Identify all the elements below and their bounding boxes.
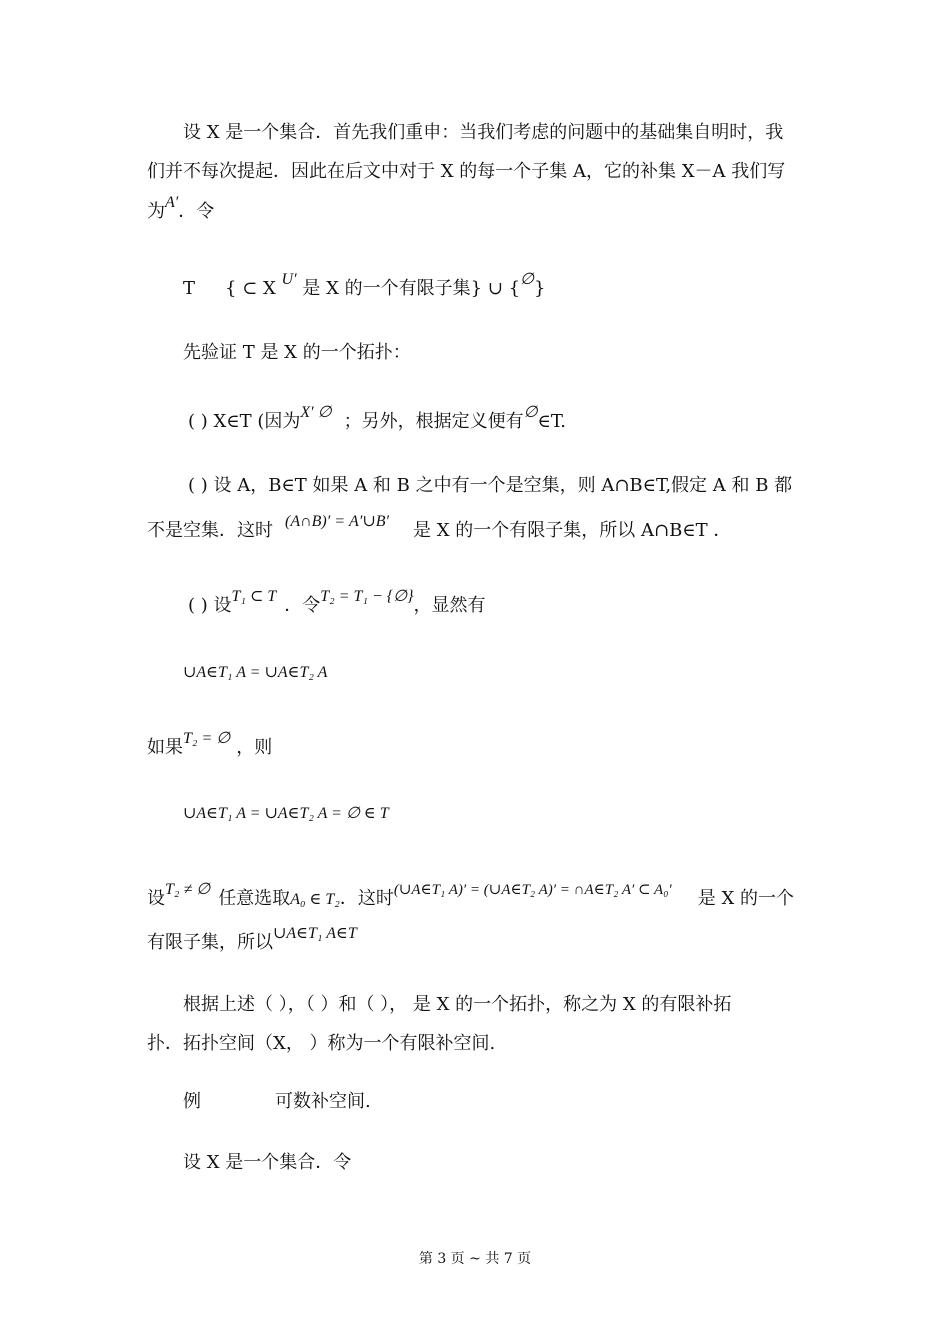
text: ∈T. <box>537 411 566 432</box>
text: ( ) X∈T (因为 <box>188 411 301 432</box>
example-heading <box>183 1090 371 1114</box>
page-footer: 第 3 页 ~ 共 7 页 <box>418 1251 532 1267</box>
paragraph-1-line-3 <box>147 194 215 225</box>
text: ．令 <box>284 595 321 616</box>
text: 是 X 的一个 <box>697 888 794 909</box>
math-t1-subset: T₁ ⊂ T <box>231 588 277 605</box>
math-union-in-t: ∪A∈T₁ A∈T <box>273 925 357 942</box>
math-union-empty: ∪A∈T₁ A = ∪A∈T₂ A = ∅ ∈ T <box>183 805 389 822</box>
math-a-complement: A′ <box>165 194 179 211</box>
text: 不是空集．这时 <box>147 520 273 541</box>
math-union-equality: ∪A∈T₁ A = ∪A∈T₂ A <box>183 664 328 681</box>
verify-line: 先验证 T 是 X 的一个拓扑： <box>183 342 411 363</box>
equation-1 <box>183 660 327 685</box>
text: } <box>533 278 546 299</box>
if-line <box>147 730 273 761</box>
conclusion-line-2: 扑．拓扑空间（X， ）称为一个有限补空间. <box>147 1033 496 1054</box>
suppose-line-1 <box>147 881 794 912</box>
text: T <box>183 278 196 299</box>
example-label: 例 <box>183 1091 201 1112</box>
math-a0-in-t2: A₀ ∈ T₂ <box>290 891 340 908</box>
text: 任意选取 <box>218 888 291 909</box>
suppose-line-2 <box>147 925 357 956</box>
last-line: 设 X 是一个集合．令 <box>183 1152 352 1173</box>
text: 设 <box>147 888 165 909</box>
text: ．令 <box>178 201 215 222</box>
item-1 <box>188 404 566 435</box>
text: ．这时 <box>339 888 394 909</box>
text: 为 <box>147 201 165 222</box>
math-empty-set: ∅ <box>523 404 538 421</box>
math-de-morgan: (A∩B)′ = A′∪B′ <box>285 513 390 530</box>
equation-2 <box>183 801 389 826</box>
item-2-line-2 <box>147 513 732 544</box>
text: ( ) 设 <box>188 595 232 616</box>
paragraph-1-line-2: 们并不每次提起．因此在后文中对于 X 的每一个子集 A，它的补集 X－A 我们写 <box>147 161 786 182</box>
math-complement-chain: (∪A∈T₁ A)′ = (∪A∈T₂ A)′ = ∩A∈T₂ A′ ⊂ A₀′ <box>393 882 672 898</box>
example-title: 可数补空间. <box>275 1091 371 1112</box>
text: { ⊂ X <box>225 278 276 299</box>
definition-line <box>183 271 546 302</box>
text: ，则 <box>236 737 273 758</box>
math-x-complement-empty: X′ ∅ <box>300 404 332 421</box>
text: ；另外，根据定义便有 <box>343 411 524 432</box>
text: 是 X 的一个有限子集，所以 A∩B∈T ． <box>413 520 732 541</box>
paragraph-1-line-1: 设 X 是一个集合．首先我们重申：当我们考虑的问题中的基础集自明时，我 <box>183 122 784 143</box>
math-t2-def: T₂ = T₁ − {∅} <box>320 588 414 605</box>
conclusion-line-1: 根据上述（ ），（ ）和（ ）， 是 X 的一个拓扑，称之为 X 的有限补拓 <box>183 994 732 1015</box>
text: 有限子集，所以 <box>147 932 273 953</box>
text: ，显然有 <box>413 595 486 616</box>
math-t2-empty: T₂ = ∅ <box>183 730 231 747</box>
math-t2-nonempty: T₂ ≠ ∅ <box>165 881 211 898</box>
math-empty-set: ∅ <box>520 271 534 288</box>
text: 如果 <box>147 737 183 758</box>
math-u-complement: U′ <box>281 271 297 288</box>
item-2-line-1: ( ) 设 A，B∈T 如果 A 和 B 之中有一个是空集，则 A∩B∈T,假定 A 和 B 都 <box>188 475 793 496</box>
item-3 <box>188 588 486 619</box>
text: 是 X 的一个有限子集} ∪ { <box>302 278 521 299</box>
